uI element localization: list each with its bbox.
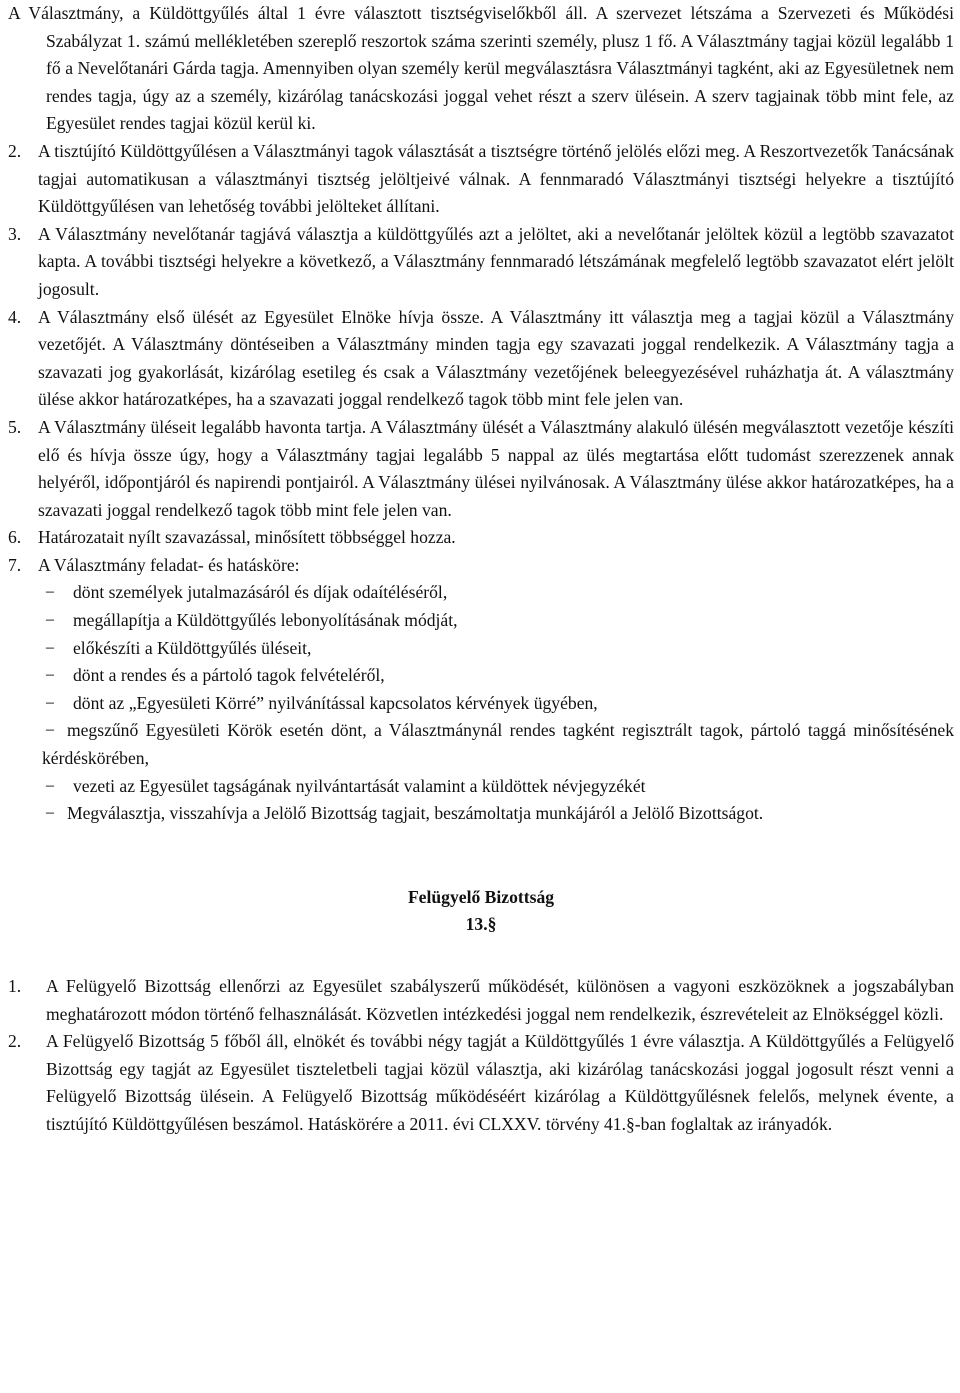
dash-bullet: − (45, 582, 55, 603)
duty-item (42, 717, 954, 772)
list-number: 5. (8, 416, 22, 437)
list-item-3 (8, 221, 954, 304)
section-title: Felügyelő Bizottság (407, 886, 555, 907)
dash-bullet: − (45, 610, 55, 631)
duty-text: megállapítja a Küldöttgyűlés lebonyolításának módját, (73, 610, 458, 631)
list-text: A Felügyelő Bizottság ellenőrzi az Egyesület szabályszerű működését, különösen a vagyoni eszközöknek a jogszabályban meghatározott módon történő felhasználását. Közvetlen intézkedési joggal nem rendelkezik, észrevételeit az Elnökséggel közli. (46, 976, 954, 1024)
duty-item (42, 607, 954, 635)
section-item-2 (8, 1028, 954, 1138)
list-text: Határozatait nyílt szavazással, minősített többséggel hozza. (38, 527, 456, 548)
list-text: A Választmány nevelőtanár tagjává választja a küldöttgyűlés azt a jelöltet, aki a nevelőtanár jelöltek közül a legtöbb szavazatot kapta. A további tisztségi helyekre a következő, a Választmány fennmaradó létszámának megfelelő legtöbb szavazatot elért jelölt jogosult. (38, 223, 954, 299)
spacer (8, 828, 954, 884)
duty-item (42, 690, 954, 718)
duty-item (42, 579, 954, 607)
duty-item (42, 773, 954, 801)
duty-text: megszűnő Egyesületi Körök esetén dönt, a Választmánynál rendes tagként regisztrált tagok, pártoló taggá minősítésének kérdéskörében, (42, 720, 954, 769)
list-item-5 (8, 414, 954, 524)
list-number: 6. (8, 527, 22, 548)
list-number: 3. (8, 223, 22, 244)
list-text: A Választmány első ülését az Egyesület Elnöke hívja össze. A Választmány itt választja meg a tagjai közül a Választmány vezetőjét. A Választmány döntéseiben a Választmány minden tagja egy szavazati joggal rendelkezik. A Választmány tagja a szavazati jog gyakorlását, kizárólag esetileg és csak a Választmány vezetőjének beleegyezésével ruházhatja át. A választmány ülése akkor határozatképes, ha a szavazati joggal rendelkező tagok több mint fele jelen van. (38, 306, 954, 410)
dash-bullet: − (45, 665, 55, 686)
dash-bullet: − (45, 692, 55, 713)
list-number: 4. (8, 306, 22, 327)
list-number: 7. (8, 554, 22, 575)
dash-bullet: − (45, 720, 55, 741)
duty-item (42, 800, 954, 828)
duty-item (42, 662, 954, 690)
list-item-6 (8, 524, 954, 552)
duty-text: vezeti az Egyesület tagságának nyilvántartását valamint a küldöttek névjegyzékét (73, 775, 646, 796)
section-number: 13.§ (465, 914, 497, 935)
duty-text: előkészíti a Küldöttgyűlés üléseit, (73, 637, 312, 658)
list-text: A tisztújító Küldöttgyűlésen a Választmányi tagok választását a tisztségre történő jelölés előzi meg. A Reszortvezetők Tanácsának tagjai automatikusan a választmányi tisztség jelöltjeivé válnak. A fennmaradó Választmányi tisztségi helyekre a tisztújító Küldöttgyűlésen van lehetőség további jelölteket állítani. (38, 140, 954, 217)
list-text: A Választmány feladat- és hatásköre: (38, 554, 300, 575)
list-text: A Felügyelő Bizottság 5 főből áll, elnökét és további négy tagját a Küldöttgyűlés 1 évre választja. A Küldöttgyűlés a Felügyelő Bizottság egy tagját az Egyesület tiszteletbeli tagjai közül választja, aki kizárólag tanácskozási joggal jogosult részt venni a Felügyelő Bizottság ülésein. A Felügyelő Bizottság működéséért kizárólag a Küldöttgyűlésnek felelős, melynek évente, a tisztújító Küldöttgyűlésen beszámol. Hatáskörére a 2011. évi CLXXV. törvény 41.§-ban foglaltak az irányadók. (46, 1031, 954, 1134)
duty-text: Megválasztja, visszahívja a Jelölő Bizottság tagjait, beszámoltatja munkájáról a Jelölő Bizottságot. (66, 803, 764, 824)
duty-text: dönt a rendes és a pártoló tagok felvételéről, (73, 665, 385, 686)
duty-item (42, 635, 954, 663)
intro-paragraph: A Választmány, a Küldöttgyűlés által 1 évre választott tisztségviselőkből áll. A szervezet létszáma a Szervezeti és Működési Szabályzat 1. számú mellékletében szereplő reszortok száma szerinti személy, plusz 1 fő. A Választmány tagjai közül legalább 1 fő a Nevelőtanári Gárda tagja. Amennyiben olyan személy kerül megválasztásra Választmányi tagként, aki az Egyesületnek nem rendes tagja, úgy az a személy, kizárólag tanácskozási joggal vehet részt a szerv ülésein. A szerv tagjainak több mint fele, az Egyesület rendes tagjai közül kerül ki. (8, 3, 954, 134)
spacer (8, 939, 954, 973)
section-item-1 (8, 973, 954, 1028)
duty-text: dönt személyek jutalmazásáról és díjak odaítéléséről, (73, 582, 448, 603)
list-item-4 (8, 304, 954, 414)
dash-bullet: − (45, 775, 55, 796)
list-number: 2. (8, 140, 22, 161)
duty-text: dönt az „Egyesületi Körré” nyilvánítással kapcsolatos kérvények ügyében, (73, 692, 598, 713)
list-item-7 (8, 552, 954, 580)
list-number: 2. (8, 1031, 22, 1052)
duties-list (8, 579, 954, 827)
list-text: A Választmány üléseit legalább havonta tartja. A Választmány ülését a Választmány alakuló ülésén megválasztott vezetője készíti elő és hívja össze úgy, hogy a Választmány tagjai legalább 5 nappal az ülés megtartása előtt tudomást szerezzenek annak helyéről, időpontjáról és napirendi pontjairól. A Választmány ülései nyilvánosak. A Választmány ülése akkor határozatképes, ha a szavazati joggal rendelkező tagok több mint fele jelen van. (38, 416, 954, 520)
dash-bullet: − (45, 637, 55, 658)
list-number: 1. (8, 976, 22, 996)
dash-bullet: − (45, 803, 55, 824)
list-item-2 (8, 138, 954, 221)
